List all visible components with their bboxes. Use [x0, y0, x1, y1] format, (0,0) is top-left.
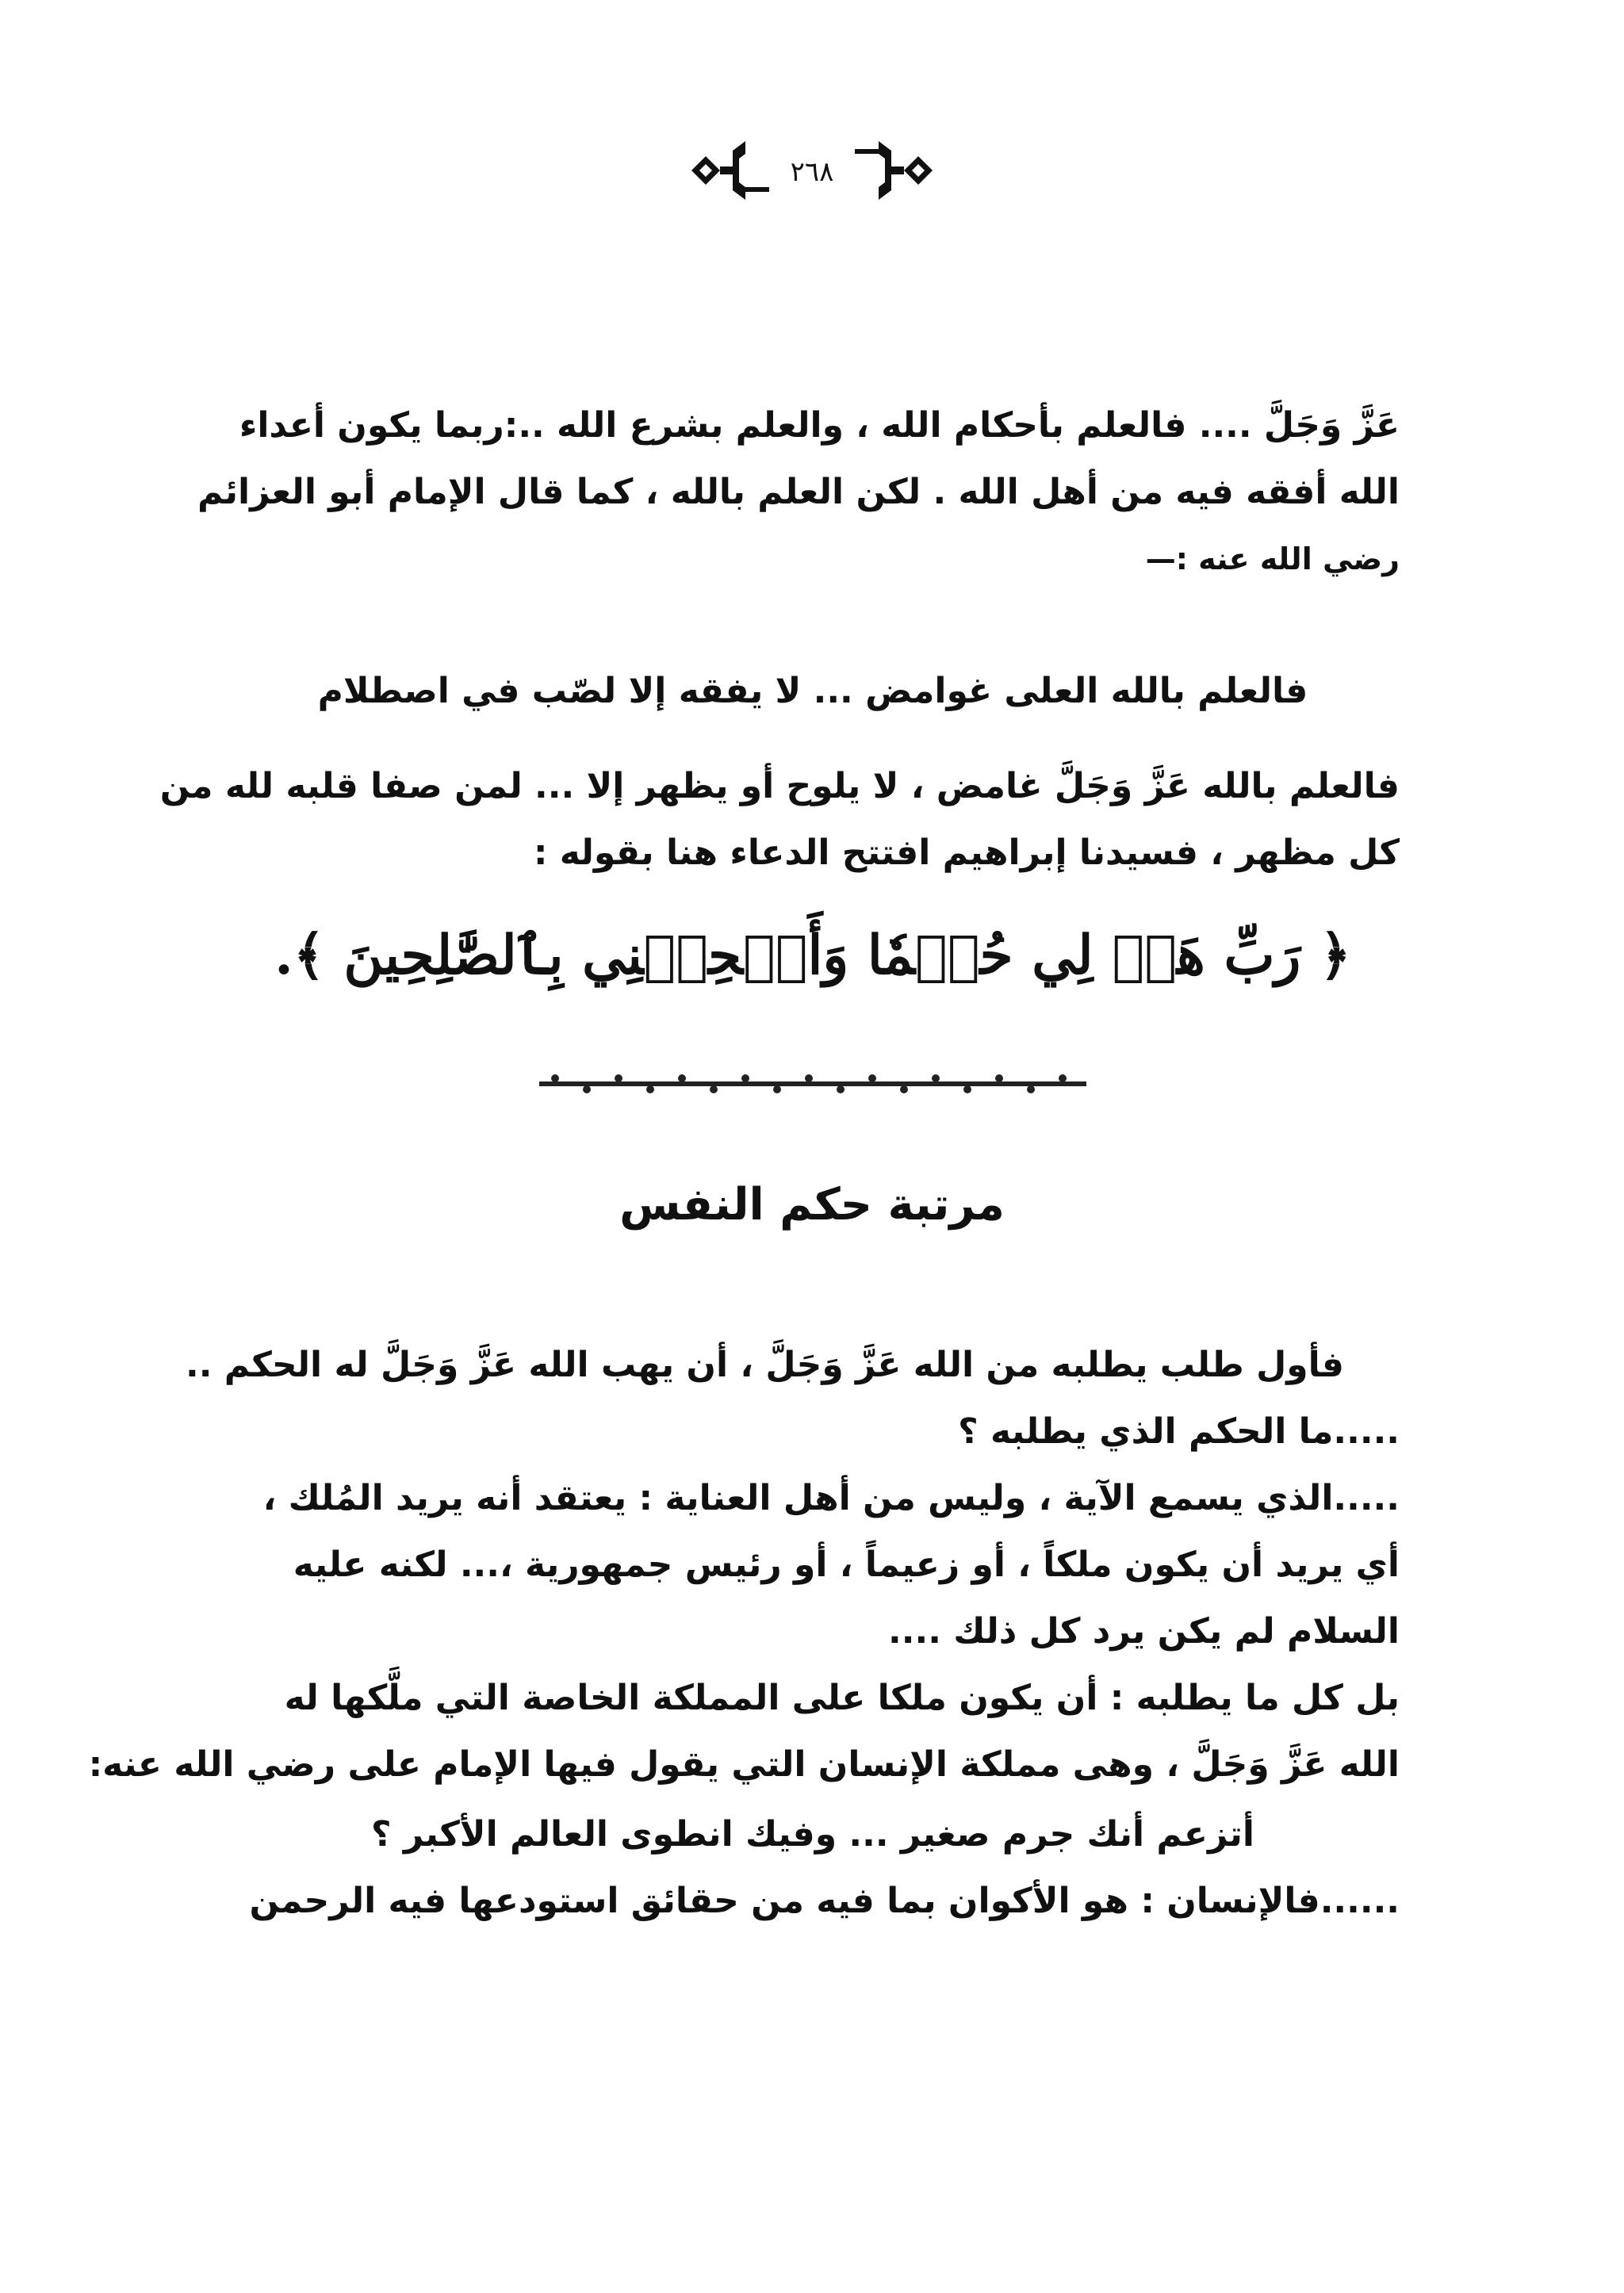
paragraph-2	[159, 753, 1400, 886]
poem-verse-2-text: أتزعم أنك جرم صغير ... وفيك انطوى العالم الأكبر ؟	[371, 1814, 1254, 1855]
poem-verse-1	[226, 658, 1400, 725]
section-body-line-1: فأول طلب يطلبه من الله عَزَّ وَجَلَّ ، أن يهب الله عَزَّ وَجَلَّ له الحكم ..	[185, 1345, 1344, 1385]
closing-line: ......فالإنسان : هو الأكوان بما فيه من حقائق استودعها فيه الرحمن	[249, 1881, 1400, 1921]
section-body-line-5: السلام لم يكن يرد كل ذلك ....	[888, 1611, 1400, 1652]
closing-paragraph	[226, 1868, 1400, 1935]
paragraph-2-line-1: فالعلم بالله عَزَّ وَجَلَّ غامض ، لا يلوح أو يظهر إلا ... لمن صفا قلبه لله من	[159, 766, 1400, 806]
section-body-line-4: أي يريد أن يكون ملكاً ، أو زعيماً ، أو رئيس جمهورية ،... لكنه عليه	[293, 1545, 1400, 1585]
paragraph-2-line-2: كل مظهر ، فسيدنا إبراهيم افتتح الدعاء هنا بقوله :	[533, 833, 1400, 873]
page-header	[0, 135, 1624, 206]
paragraph-1	[197, 392, 1400, 592]
paragraph-1-line-3: رضي الله عنه :—	[1145, 542, 1400, 576]
quran-verse: ﴿ رَبِّ هَبۡ لِي حُكۡمٗا وَأَلۡحِقۡنِي بِٱلصَّٰلِحِينَ ﴾.	[274, 924, 1351, 987]
poem-verse-1-text: فالعلم بالله العلى غوامض ... لا يفقه إلا لصّب في اصطلام	[317, 671, 1308, 711]
ornamental-divider	[539, 1070, 1086, 1097]
section-title: مرتبة حكم النفس	[619, 1179, 1005, 1231]
paragraph-1-line-2: الله أفقه فيه من أهل الله . لكن العلم بالله ، كما قال الإمام أبو العزائم	[197, 472, 1400, 512]
section-body-line-2: .....ما الحكم الذي يطلبه ؟	[958, 1411, 1400, 1452]
page-number-ornament	[685, 135, 939, 206]
section-body	[88, 1332, 1400, 1798]
section-body-line-6: بل كل ما يطلبه : أن يكون ملكا على المملكة الخاصة التي ملَّكها له	[284, 1678, 1400, 1718]
section-body-line-7: الله عَزَّ وَجَلَّ ، وهى مملكة الإنسان التي يقول فيها الإمام على رضي الله عنه:	[88, 1744, 1400, 1785]
poem-verse-2	[226, 1801, 1400, 1868]
page-number: ٢٦٨	[790, 156, 834, 188]
paragraph-1-line-1: عَزَّ وَجَلَّ .... فالعلم بأحكام الله ، والعلم بشرع الله ..:ربما يكون أعداء	[239, 405, 1400, 446]
section-body-line-3: .....الذي يسمع الآية ، وليس من أهل العناية : يعتقد أنه يريد المُلك ،	[262, 1478, 1400, 1518]
